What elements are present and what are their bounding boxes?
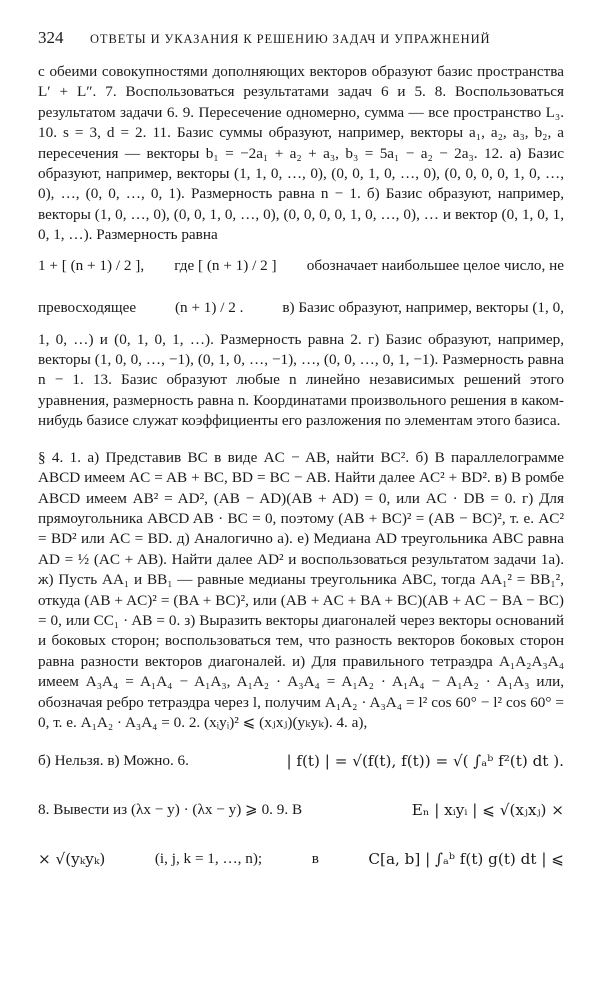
- formula-text: в) Базис образуют, например, векторы (1, 0,: [282, 299, 564, 317]
- formula-expression: (i, j, k = 1, …, n);: [154, 850, 263, 868]
- formula-expression: | f(t) | = √(f(t), f(t)) = √( ∫ₐᵇ f²(t) dt ).: [286, 752, 564, 771]
- formula-expression: 1 + [ (n + 1) / 2 ],: [38, 257, 145, 275]
- answers-section-4: [38, 448, 564, 888]
- formula-expression: где [ (n + 1) / 2 ]: [174, 257, 277, 275]
- formula-text: 8. Вывести из (λx − y) · (λx − y) ⩾ 0. 9. В: [38, 801, 303, 819]
- section-gap: [38, 432, 564, 448]
- formula-text: в: [311, 850, 319, 868]
- formula-line-integral: [38, 831, 564, 887]
- formula-expression: C[a, b] | ∫ₐᵇ f(t) g(t) dt | ⩽: [368, 850, 564, 869]
- formula-expression: × √(yₖyₖ): [38, 850, 106, 869]
- paragraph: 1, 0, …) и (0, 1, 0, 1, …). Размерность равна 2. г) Базис образуют, например, векторы (1, 0, 0, …, −1), (0, 1, 0, …, −1), …, (0, 0, …, 0, 1, −1). Размерность равна n − 1. 13. Базис образуют любые n линейно независимых решений этого уравнения, размерность равна n. Координатами произвольного решения в каком-нибудь базисе служат коэффициенты его разложения по элементам этого базиса.: [38, 330, 564, 430]
- paragraph: § 4. 1. а) Представив BC в виде AC − AB, найти BC². б) В параллелограмме ABCD имеем AC = AB + BC, BD = BC − AB. Найти далее AC² + BD². в) В ромбе ABCD имеем AB² = AD², (AB − AD)(AB + AD) = 0, или AC · DB = 0. г) Для прямоугольника ABCD AB · BC = 0, поэтому (AB + BC)² = (AB − BC)², т. е. AC² = BD² или AC = BD. д) Аналогично а). е) Медиана AD треугольника ABC равна AD = ½ (AC + AB). Найти далее AD² и воспользоваться результатом задачи 1а). ж) Пусть AA₁ и BB₁ — равные медианы треугольника ABC, тогда AA₁² = BB₁², откуда (AB + AC)² = (BA + BC)², или (AB + AC + BA + BC)(AB + AC − BA − BC) = 0, или CC₁ · AB = 0. з) Выразить векторы диагоналей через векторы оснований и боковых сторон; воспользоваться тем, что разность векторов боковых сторон равна разности векторов диагоналей. и) Для правильного тетраэдра A₁A₂A₃A₄ имеем A₃A₄ = A₁A₄ − A₁A₃, A₁A₂ · A₃A₄ = A₁A₂ · A₁A₄ − A₁A₂ · A₁A₃ или, обозначая ребро тетраэдра через l, получим A₁A₂ · A₃A₄ = l² cos 60° − l² cos 60° = 0, т. е. A₁A₂ · A₃A₄ = 0. 2. (xᵢyᵢ)² ⩽ (xⱼxⱼ)(yₖyₖ). 4. а),: [38, 448, 564, 731]
- answers-section-3: [38, 62, 564, 432]
- formula-line-inequality: [38, 789, 564, 831]
- formula-text: превосходящее: [38, 299, 137, 317]
- formula-expression: Eₙ | xᵢyᵢ | ⩽ √(xⱼxⱼ) ×: [411, 801, 564, 820]
- formula-text: обозначает наибольшее целое число, не: [306, 257, 564, 275]
- paragraph: с обеими совокупностями дополняющих векторов образуют базис пространства L′ + L″. 7. Воспользоваться результатами задач 6 и 5. 8. Воспользоваться результатом задачи 6. 9. Пересечение одномерно, сумма — все пространство L₃. 10. s = 3, d = 2. 11. Базис суммы образуют, например, векторы a₁, a₂, a₃, b₂, а пересечения — векторы b₁ = −2a₁ + a₂ + a₃, b₃ = 5a₁ − a₂ − 2a₃. 12. а) Базис образуют, например, векторы (1, 1, 0, …, 0), (0, 0, 1, 0, …, 0), (0, 0, 0, 0, 1, 0, …, 0), …, (0, 0, …, 0, 1). Размерность равна n − 1. б) Базис образуют, например, векторы (1, 0, …, 0), (0, 0, 1, 0, …, 0), (0, 0, 0, 0, 1, 0, …, 0), … и вектор (0, 1, 0, 1, 0, 1, …). Размерность равна: [38, 63, 564, 244]
- book-page: [38, 28, 564, 887]
- page-header: [38, 28, 564, 54]
- running-title: ОТВЕТЫ И УКАЗАНИЯ К РЕШЕНИЮ ЗАДАЧ И УПРАЖНЕНИЙ: [90, 32, 491, 46]
- formula-line-fraction: [38, 288, 564, 330]
- formula-line-norm: [38, 733, 564, 789]
- page-number: 324: [38, 28, 64, 47]
- formula-line-integer-part: [38, 246, 564, 288]
- formula-text: б) Нельзя. в) Можно. 6.: [38, 752, 189, 770]
- formula-expression: (n + 1) / 2 .: [175, 299, 244, 317]
